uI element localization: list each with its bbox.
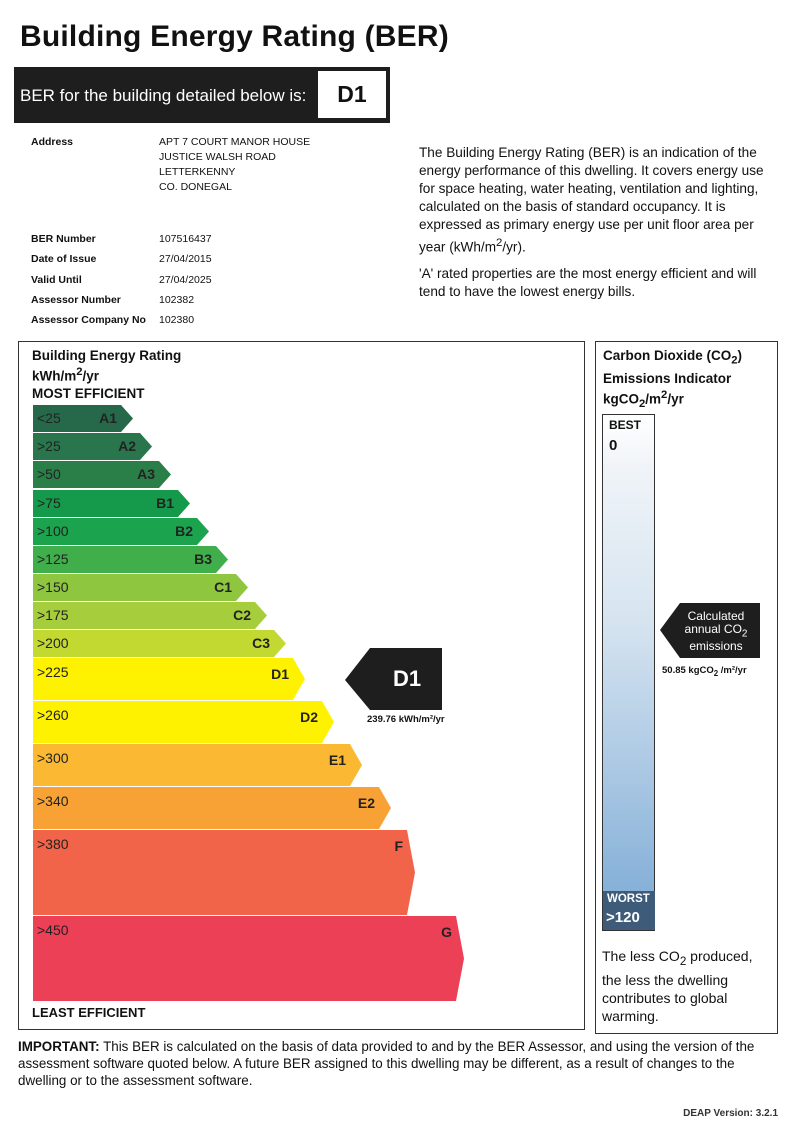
rating-band-label: >200: [37, 635, 69, 651]
rating-band-label: >50: [37, 466, 61, 482]
detail-value: 102382: [159, 294, 195, 306]
rating-band-code: A3: [137, 466, 155, 482]
rating-band-code: A2: [118, 438, 136, 454]
detail-value: 107516437: [159, 233, 212, 245]
co2-worst-label: WORST: [607, 893, 650, 905]
detail-value: 102380: [159, 314, 195, 326]
rating-band-label: >175: [37, 607, 69, 623]
intro-paragraph-1: The Building Energy Rating (BER) is an indication of the energy performance of this dwelling. It covers energy use for space heating, water heating, ventilation and lighting, calculated on the basis of standard occupancy. It is expressed as primary energy use per unit floor area per year $(kWh/m^2/yr)$.: [419, 145, 764, 255]
rating-band-label: >25: [37, 438, 61, 454]
important-label: IMPORTANT:: [18, 1039, 100, 1054]
address-line: APT 7 COURT MANOR HOUSE: [159, 136, 311, 148]
rating-band-label: >100: [37, 523, 69, 539]
rating-band-label: >260: [37, 707, 69, 723]
rating-band-label: >340: [37, 793, 69, 809]
detail-value: 27/04/2015: [159, 253, 212, 265]
ber-marker-value: 239.76 kWh/m²/yr: [367, 714, 445, 725]
least-efficient-label: LEAST EFFICIENT: [32, 1005, 146, 1020]
detail-label: BER Number: [31, 233, 96, 245]
rating-band-code: F: [394, 838, 403, 854]
rating-heading-unit: kWh/$m^2/yr$: [32, 366, 100, 384]
rating-band-code: B1: [156, 495, 174, 511]
important-notice: [18, 1038, 778, 1089]
co2-best-label: BEST: [609, 418, 642, 432]
rating-band-code: D1: [271, 666, 289, 682]
detail-label: Date of Issue: [31, 253, 97, 265]
detail-label: Valid Until: [31, 274, 82, 286]
detail-label: Assessor Number: [31, 294, 121, 306]
rating-heading-most-efficient: MOST EFFICIENT: [32, 385, 145, 401]
ber-marker-rating: D1: [392, 666, 422, 691]
detail-value: 27/04/2025: [159, 274, 212, 286]
ber-banner-rating: D1: [318, 71, 386, 118]
rating-band-code: G: [441, 924, 452, 940]
intro-paragraph-2: 'A' rated properties are the most energy efficient and will tend to have the lowest energy bills.: [419, 265, 757, 299]
rating-band-label: >450: [37, 922, 69, 938]
software-version: DEAP Version: 3.2.1: [683, 1108, 778, 1119]
important-text: This BER is calculated on the basis of data provided to and by the BER Assessor, and using the version of the assessment software quoted below. A future BER assigned to this dwelling may be different, as a result of changes to the dwelling or to the assessment software.: [18, 1039, 755, 1088]
co2-worst-value: >120: [606, 909, 640, 926]
rating-band-code: C3: [252, 635, 270, 651]
rating-band-label: >225: [37, 664, 69, 680]
page-title: Building Energy Rating (BER): [20, 20, 449, 53]
rating-band-code: E1: [328, 752, 346, 768]
co2-marker-text: Calculated annual $CO_2$ emissions: [684, 609, 748, 654]
rating-band-label: >75: [37, 495, 61, 511]
co2-value: 50.85 kgCO$_2$ /m²/yr: [662, 665, 747, 678]
co2-best-value: 0: [609, 437, 618, 454]
rating-heading-title: Building Energy Rating: [32, 348, 182, 363]
rating-band-code: D2: [300, 709, 318, 725]
rating-band-code: A1: [99, 410, 117, 426]
rating-band-code: B2: [175, 523, 193, 539]
address-line: CO. DONEGAL: [159, 181, 232, 193]
rating-band-label: >300: [37, 750, 69, 766]
co2-panel-heading: Carbon Dioxide $(CO_2)$ Emissions Indicator $kgCO_2/m^2/yr$: [603, 348, 743, 410]
ber-banner-label: BER for the building detailed below is:: [20, 86, 307, 105]
co2-note: The less $CO_2$ produced, the less the dwelling contributes to global warming.: [602, 948, 753, 1024]
rating-band-label: >380: [37, 836, 69, 852]
rating-band-code: E2: [357, 795, 375, 811]
address-line: LETTERKENNY: [159, 166, 236, 178]
detail-label: Assessor Company No: [31, 314, 146, 326]
address-label: Address: [31, 136, 74, 148]
rating-band-code: B3: [194, 551, 212, 567]
rating-band-label: <25: [37, 410, 61, 426]
rating-band-code: C1: [214, 579, 232, 595]
rating-band-label: >125: [37, 551, 69, 567]
rating-band-code: C2: [233, 607, 251, 623]
rating-band-label: >150: [37, 579, 69, 595]
address-line: JUSTICE WALSH ROAD: [159, 151, 276, 163]
